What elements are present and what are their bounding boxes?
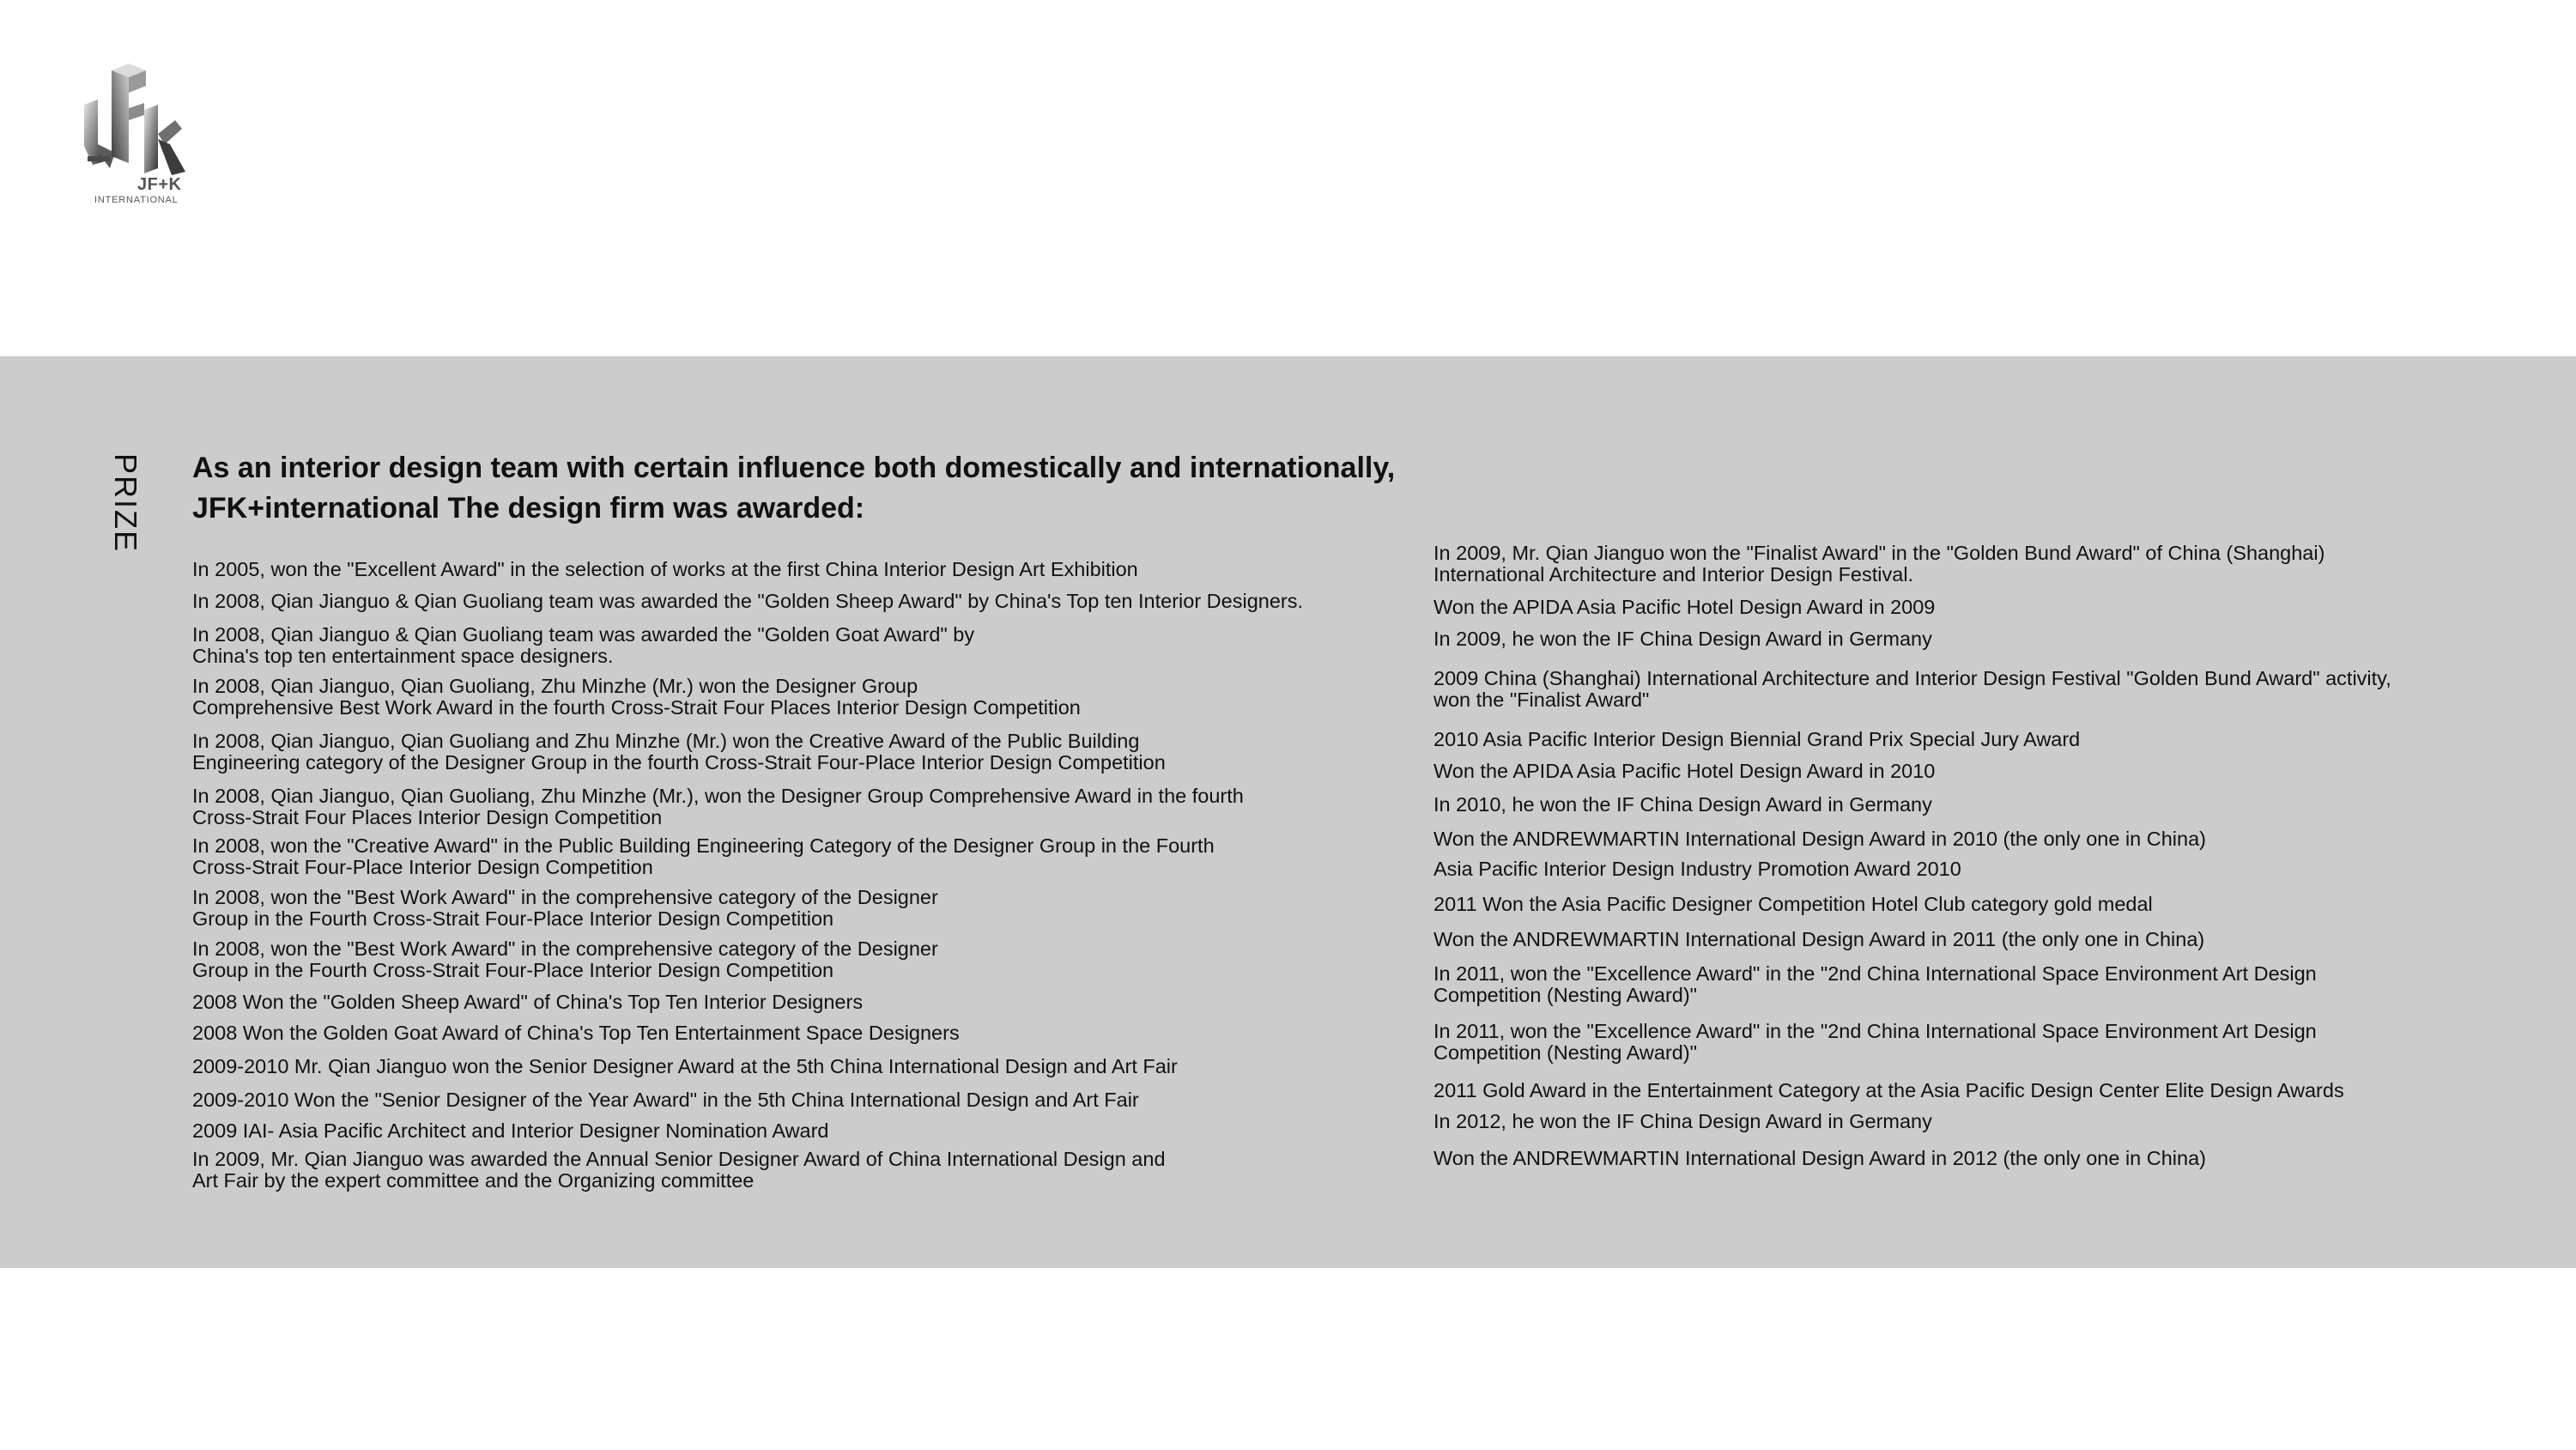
award-item (1433, 1148, 2206, 1169)
award-line: In 2009, Mr. Qian Jianguo won the "Finalist Award" in the "Golden Bund Award" of China (Shanghai) (1433, 542, 2325, 564)
award-item (192, 1149, 1166, 1192)
award-line: In 2008, Qian Jianguo, Qian Guoliang, Zhu Minzhe (Mr.), won the Designer Group Comprehensive Award in the fourth (192, 785, 1244, 807)
award-line: In 2008, won the "Best Work Award" in the comprehensive category of the Designer (192, 886, 938, 908)
award-line: 2011 Gold Award in the Entertainment Category at the Asia Pacific Design Center Elite Design Awards (1433, 1079, 2344, 1101)
company-logo (76, 60, 204, 215)
award-item (192, 992, 863, 1013)
award-line: In 2010, he won the IF China Design Award in Germany (1433, 793, 1932, 816)
award-line: In 2008, Qian Jianguo & Qian Guoliang team was awarded the "Golden Goat Award" by (192, 623, 975, 646)
award-line: In 2008, Qian Jianguo & Qian Guoliang team was awarded the "Golden Sheep Award" by China's Top ten Interior Designers. (192, 590, 1304, 612)
award-line: won the "Finalist Award" (1433, 689, 1650, 711)
heading-line-2: JFK+international The design firm was awarded: (192, 492, 865, 525)
award-item (192, 835, 1215, 878)
award-line: Art Fair by the expert committee and the Organizing committee (192, 1169, 755, 1192)
award-item (1433, 963, 2317, 1006)
award-line: In 2008, won the "Best Work Award" in the comprehensive category of the Designer (192, 937, 938, 960)
award-item (192, 676, 1081, 719)
award-line: 2010 Asia Pacific Interior Design Biennial Grand Prix Special Jury Award (1433, 728, 2081, 750)
award-item (192, 559, 1138, 580)
award-item (1433, 858, 1961, 880)
award-item (1433, 1021, 2317, 1064)
award-line: In 2012, he won the IF China Design Award in Germany (1433, 1110, 1932, 1132)
award-line: Competition (Nesting Award)" (1433, 1041, 1698, 1064)
award-line: In 2008, Qian Jianguo, Qian Guoliang and Zhu Minzhe (Mr.) won the Creative Award of the Public Building (192, 730, 1140, 752)
award-line: In 2008, Qian Jianguo, Qian Guoliang, Zhu Minzhe (Mr.) won the Designer Group (192, 675, 918, 697)
award-item (1433, 668, 2391, 711)
award-line: 2009 IAI- Asia Pacific Architect and Interior Designer Nomination Award (192, 1119, 829, 1142)
award-line: Cross-Strait Four Places Interior Design Competition (192, 806, 663, 828)
award-line: Asia Pacific Interior Design Industry Promotion Award 2010 (1433, 858, 1961, 880)
award-line: In 2011, won the "Excellence Award" in the "2nd China International Space Environment Art Design (1433, 962, 2317, 985)
award-item (192, 887, 938, 930)
award-item (1433, 1080, 2344, 1101)
heading-line-1: As an interior design team with certain influence both domestically and internationally, (192, 452, 1396, 484)
award-item (1433, 794, 1932, 816)
award-item (192, 1022, 960, 1044)
section-side-label: PRIZE (108, 453, 143, 554)
award-item (192, 1089, 1139, 1111)
award-line: Won the ANDREWMARTIN International Design Award in 2012 (the only one in China) (1433, 1147, 2206, 1169)
award-line: 2011 Won the Asia Pacific Designer Competition Hotel Club category gold medal (1433, 893, 2153, 915)
award-item (1433, 543, 2324, 585)
award-line: Group in the Fourth Cross-Strait Four-Place Interior Design Competition (192, 959, 834, 981)
award-item (192, 1120, 829, 1142)
award-line: 2009-2010 Won the "Senior Designer of the Year Award" in the 5th China International Design and Art Fair (192, 1089, 1139, 1111)
award-item (192, 624, 974, 667)
award-item (1433, 628, 1932, 650)
award-line: 2009 China (Shanghai) International Architecture and Interior Design Festival "Golden Bund Award" activity, (1433, 667, 2391, 689)
award-item (192, 938, 938, 981)
award-line: Competition (Nesting Award)" (1433, 984, 1698, 1006)
award-item (1433, 894, 2153, 915)
award-line: 2009-2010 Mr. Qian Jianguo won the Senior Designer Award at the 5th China International Design and Art Fair (192, 1055, 1178, 1077)
award-item (192, 591, 1303, 612)
award-item (192, 731, 1166, 774)
logo-subtitle: INTERNATIONAL (94, 195, 179, 205)
award-line: Group in the Fourth Cross-Strait Four-Place Interior Design Competition (192, 907, 834, 930)
award-line: In 2009, Mr. Qian Jianguo was awarded the Annual Senior Designer Award of China International Design and (192, 1148, 1166, 1170)
award-item (192, 1056, 1178, 1077)
award-line: China's top ten entertainment space designers. (192, 645, 614, 667)
award-line: International Architecture and Interior Design Festival. (1433, 563, 1914, 585)
award-item (1433, 828, 2206, 850)
award-line: Won the ANDREWMARTIN International Design Award in 2010 (the only one in China) (1433, 828, 2206, 850)
award-line: In 2011, won the "Excellence Award" in the "2nd China International Space Environment Art Design (1433, 1020, 2317, 1042)
award-line: 2008 Won the "Golden Sheep Award" of China's Top Ten Interior Designers (192, 991, 864, 1013)
award-item (1433, 1111, 1932, 1132)
award-line: In 2005, won the "Excellent Award" in the selection of works at the first China Interior Design Art Exhibition (192, 558, 1138, 580)
award-line: In 2008, won the "Creative Award" in the Public Building Engineering Category of the Designer Group in the Fourth (192, 834, 1215, 857)
award-item (1433, 761, 1935, 782)
award-item (1433, 597, 1935, 618)
award-line: Won the APIDA Asia Pacific Hotel Design Award in 2010 (1433, 760, 1936, 782)
award-line: Cross-Strait Four-Place Interior Design Competition (192, 856, 653, 878)
section-heading (192, 448, 1395, 529)
award-line: In 2009, he won the IF China Design Award in Germany (1433, 628, 1932, 650)
award-line: Won the APIDA Asia Pacific Hotel Design Award in 2009 (1433, 596, 1936, 618)
award-line: Won the ANDREWMARTIN International Design Award in 2011 (the only one in China) (1433, 928, 2205, 950)
award-item (1433, 929, 2204, 950)
award-item (1433, 729, 2080, 750)
award-line: Comprehensive Best Work Award in the fourth Cross-Strait Four Places Interior Design Competition (192, 696, 1081, 719)
award-item (192, 786, 1244, 828)
award-line: Engineering category of the Designer Group in the fourth Cross-Strait Four-Place Interior Design Competition (192, 751, 1166, 774)
logo-name: JF+K (137, 175, 182, 194)
award-line: 2008 Won the Golden Goat Award of China's Top Ten Entertainment Space Designers (192, 1022, 960, 1044)
